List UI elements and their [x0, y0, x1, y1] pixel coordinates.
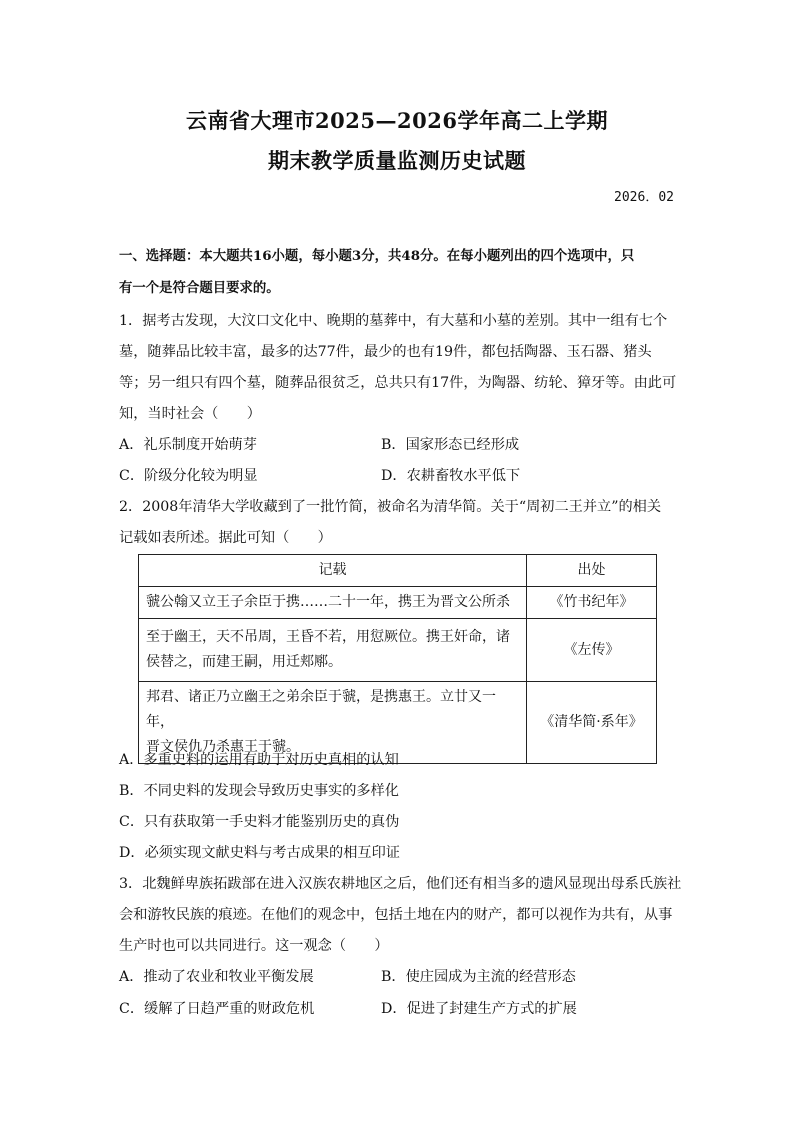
exam-title-line2: 期末教学质量监测历史试题 — [268, 148, 526, 173]
exam-date: 2026．02 — [614, 190, 674, 205]
table-cell-record — [139, 587, 527, 619]
table-header-source: 出处 — [527, 555, 657, 587]
q2-option-c: C．只有获取第一手史料才能鉴别历史的真伪 — [119, 814, 400, 830]
record-text: 至于幽王，天不吊周，王昏不若，用愆厥位。携王奸命，诸 — [146, 629, 510, 645]
q3-text-line: 3．北魏鲜卑族拓跋部在进入汉族农耕地区之后，他们还有相当多的遗风显现出母系氏族社 — [119, 876, 682, 892]
q3-option-b: B．使庄园成为主流的经营形态 — [381, 969, 576, 985]
exam-title-line1: 云南省大理市2025—2026学年高二上学期 — [186, 108, 608, 133]
q2-text-line: 2．2008年清华大学收藏到了一批竹简，被命名为清华简。关于“周初二王并立”的相关 — [119, 499, 662, 515]
table-header-row — [139, 555, 657, 587]
record-text: 虢公翰又立王子余臣于携……二十一年，携王为晋文公所杀 — [146, 594, 510, 610]
q2-option-a: A．多重史料的运用有助于对历史真相的认知 — [119, 752, 399, 768]
q3-option-d: D．促进了封建生产方式的扩展 — [381, 1001, 577, 1017]
q2-text-line: 记载如表所述。据此可知（ ） — [119, 530, 332, 546]
q3-option-c: C．缓解了日趋严重的财政危机 — [119, 1001, 315, 1017]
q3-text-line: 生产时也可以共同进行。这一观念（ ） — [119, 938, 389, 954]
table-row — [139, 587, 657, 619]
record-text: 邦君、诸正乃立幽王之弟余臣于虢，是携惠王。立廿又一年， — [146, 689, 496, 730]
table-header-record: 记载 — [139, 555, 527, 587]
q3-option-a: A．推动了农业和牧业平衡发展 — [119, 969, 314, 985]
table-row — [139, 619, 657, 682]
q1-option-b: B．国家形态已经形成 — [381, 437, 520, 453]
section-instruction-line1: 一、选择题：本大题共16小题，每小题3分，共48分。在每小题列出的四个选项中，只 — [119, 248, 635, 264]
record-text: 晋文侯仇乃杀惠王于虢。 — [146, 739, 300, 755]
q1-option-a: A．礼乐制度开始萌芽 — [119, 437, 257, 453]
q1-text-line: 墓，随葬品比较丰富，最多的达77件，最少的也有19件，都包括陶器、玉石器、猪头 — [119, 344, 652, 360]
table-cell-source: 《清华简·系年》 — [527, 682, 657, 764]
record-text: 侯替之，而建王嗣，用迁郏鄏。 — [146, 654, 342, 670]
table-cell-record — [139, 619, 527, 682]
table-cell-source: 《竹书纪年》 — [527, 587, 657, 619]
q3-text-line: 会和游牧民族的痕迹。在他们的观念中，包括土地在内的财产，都可以视作为共有，从事 — [119, 907, 673, 923]
q1-option-d: D．农耕畜牧水平低下 — [381, 468, 521, 484]
q2-option-d: D．必须实现文献史料与考古成果的相互印证 — [119, 845, 400, 861]
q1-text-line: 等；另一组只有四个墓，随葬品很贫乏，总共只有17件，为陶器、纺轮、獐牙等。由此可 — [119, 375, 677, 391]
q2-option-b: B．不同史料的发现会导致历史事实的多样化 — [119, 783, 399, 799]
q2-records-table — [138, 554, 657, 764]
q1-text-line: 知，当时社会（ ） — [119, 406, 261, 422]
q1-option-c: C．阶级分化较为明显 — [119, 468, 258, 484]
table-cell-source: 《左传》 — [527, 619, 657, 682]
section-instruction-line2: 有一个是符合题目要求的。 — [119, 280, 280, 296]
q1-text-line: 1．据考古发现，大汶口文化中、晚期的墓葬中，有大墓和小墓的差别。其中一组有七个 — [119, 313, 668, 329]
